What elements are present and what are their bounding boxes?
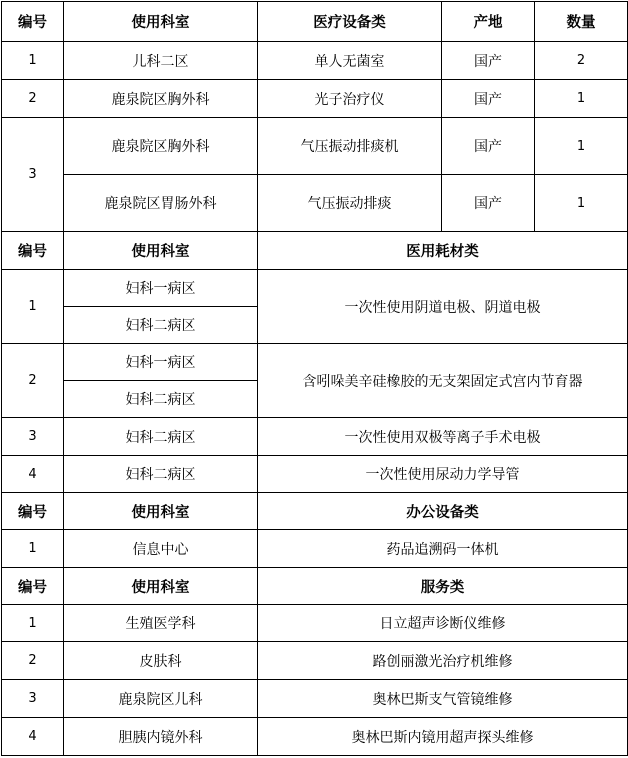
- row-qty: 2: [535, 42, 628, 80]
- row-no: 2: [2, 80, 64, 118]
- row-dept: 生殖医学科: [64, 605, 258, 642]
- row-dept: 妇科二病区: [64, 381, 258, 418]
- row-no: 4: [2, 718, 64, 756]
- row-no: 4: [2, 456, 64, 493]
- row-dept: 鹿泉院区胸外科: [64, 118, 258, 175]
- row-no: 1: [2, 270, 64, 344]
- header-no: 编号: [2, 2, 64, 42]
- row-item: 路创丽激光治疗机维修: [258, 642, 628, 680]
- table-row: [2, 680, 628, 718]
- header-qty: 数量: [535, 2, 628, 42]
- services-header-row: [2, 568, 628, 605]
- row-dept: 妇科一病区: [64, 270, 258, 307]
- header-no: 编号: [2, 493, 64, 530]
- row-origin: 国产: [442, 42, 535, 80]
- row-item: 奥林巴斯支气管镜维修: [258, 680, 628, 718]
- row-dept: 妇科二病区: [64, 418, 258, 456]
- row-item: 一次性使用阴道电极、阴道电极: [258, 270, 628, 344]
- row-item: 单人无菌室: [258, 42, 442, 80]
- row-qty: 1: [535, 80, 628, 118]
- procurement-table: [1, 1, 628, 756]
- table-row: [2, 718, 628, 756]
- row-no: 1: [2, 530, 64, 568]
- row-dept: 鹿泉院区胃肠外科: [64, 175, 258, 232]
- table-row: [2, 642, 628, 680]
- table-row: [2, 118, 628, 175]
- row-dept: 妇科一病区: [64, 344, 258, 381]
- header-dept: 使用科室: [64, 568, 258, 605]
- table-row: [2, 42, 628, 80]
- header-no: 编号: [2, 232, 64, 270]
- table-row: [2, 270, 628, 307]
- table-row: [2, 175, 628, 232]
- row-qty: 1: [535, 175, 628, 232]
- row-item: 气压振动排痰: [258, 175, 442, 232]
- row-no: 2: [2, 344, 64, 418]
- table-row: [2, 80, 628, 118]
- row-dept: 儿科二区: [64, 42, 258, 80]
- header-consumables: 医用耗材类: [258, 232, 628, 270]
- row-item: 奥林巴斯内镜用超声探头维修: [258, 718, 628, 756]
- row-no: 1: [2, 42, 64, 80]
- row-origin: 国产: [442, 118, 535, 175]
- table-row: [2, 605, 628, 642]
- row-no: 1: [2, 605, 64, 642]
- row-no: 3: [2, 680, 64, 718]
- equipment-header-row: [2, 2, 628, 42]
- row-qty: 1: [535, 118, 628, 175]
- header-dept: 使用科室: [64, 2, 258, 42]
- row-dept: 妇科二病区: [64, 456, 258, 493]
- header-no: 编号: [2, 568, 64, 605]
- row-dept: 胆胰内镜外科: [64, 718, 258, 756]
- row-origin: 国产: [442, 80, 535, 118]
- row-item: 一次性使用尿动力学导管: [258, 456, 628, 493]
- header-equipment: 医疗设备类: [258, 2, 442, 42]
- table-row: [2, 418, 628, 456]
- row-item: 含吲哚美辛硅橡胶的无支架固定式宫内节育器: [258, 344, 628, 418]
- row-item: 光子治疗仪: [258, 80, 442, 118]
- row-origin: 国产: [442, 175, 535, 232]
- row-item: 药品追溯码一体机: [258, 530, 628, 568]
- row-dept: 信息中心: [64, 530, 258, 568]
- consumables-header-row: [2, 232, 628, 270]
- row-item: 气压振动排痰机: [258, 118, 442, 175]
- row-dept: 妇科二病区: [64, 307, 258, 344]
- row-no: 3: [2, 418, 64, 456]
- office-header-row: [2, 493, 628, 530]
- header-services: 服务类: [258, 568, 628, 605]
- header-office: 办公设备类: [258, 493, 628, 530]
- row-item: 一次性使用双极等离子手术电极: [258, 418, 628, 456]
- table-row: [2, 456, 628, 493]
- header-dept: 使用科室: [64, 493, 258, 530]
- header-origin: 产地: [442, 2, 535, 42]
- row-no: 2: [2, 642, 64, 680]
- row-no: 3: [2, 118, 64, 232]
- row-dept: 鹿泉院区胸外科: [64, 80, 258, 118]
- table-row: [2, 530, 628, 568]
- header-dept: 使用科室: [64, 232, 258, 270]
- row-dept: 皮肤科: [64, 642, 258, 680]
- table-row: [2, 344, 628, 381]
- row-item: 日立超声诊断仪维修: [258, 605, 628, 642]
- row-dept: 鹿泉院区儿科: [64, 680, 258, 718]
